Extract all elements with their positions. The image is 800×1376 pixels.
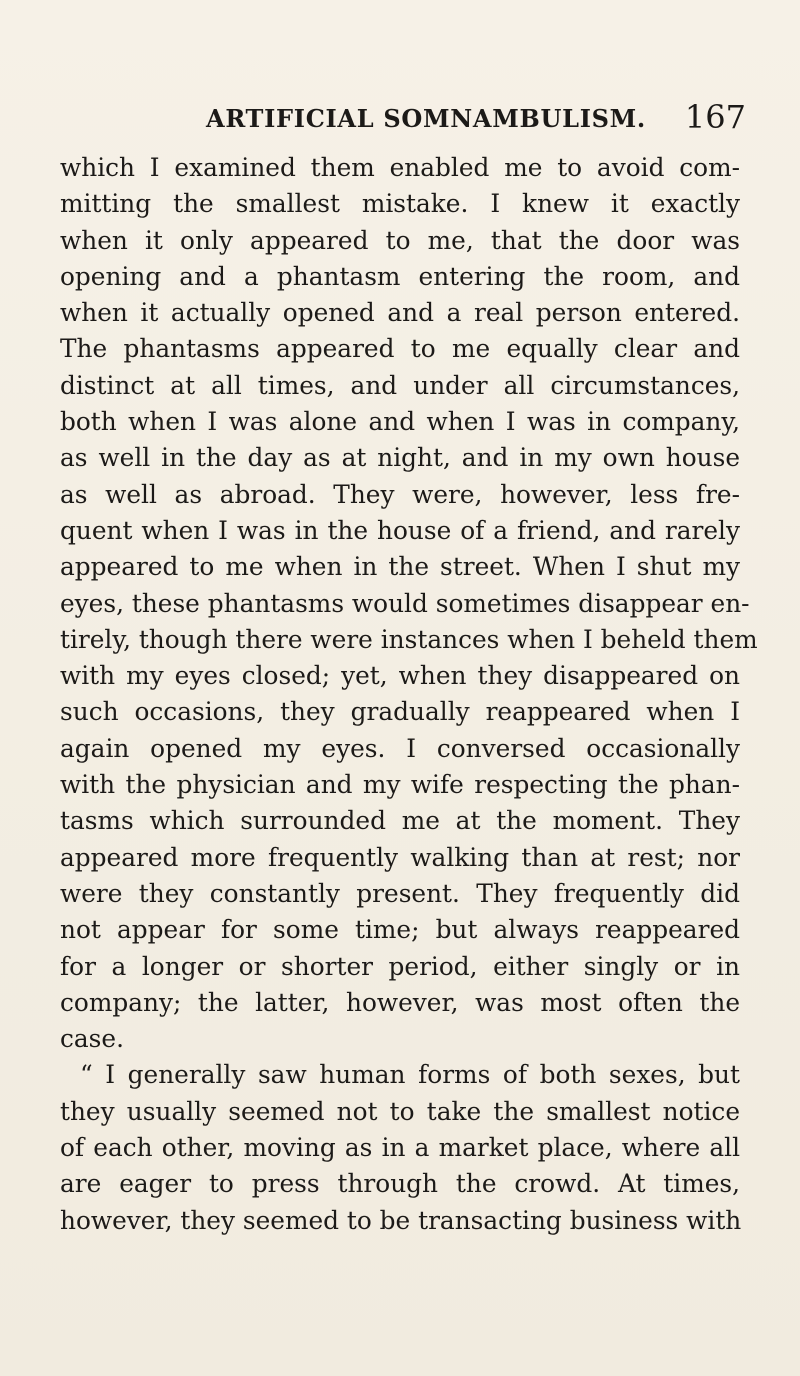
text-line: for a longer or shorter period, either singly or in	[60, 951, 740, 981]
text-line: not appear for some time; but always reappeared	[60, 915, 740, 945]
text-line: “ I generally saw human forms of both sexes, but	[80, 1060, 740, 1090]
text-line: distinct at all times, and under all circumstances,	[60, 370, 740, 400]
text-line: appeared to me when in the street. When I shut my	[60, 552, 740, 582]
running-title: ARTIFICIAL SOMNAMBULISM.	[206, 104, 646, 133]
text-line: tirely, though there were instances when I beheld them	[60, 624, 758, 654]
text-line: The phantasms appeared to me equally clear and	[60, 334, 740, 364]
text-line: again opened my eyes. I conversed occasionally	[60, 733, 740, 763]
running-head	[206, 98, 746, 144]
text-line: when it only appeared to me, that the door was	[60, 225, 740, 255]
text-line: eyes, these phantasms would sometimes disappear en-	[60, 588, 750, 618]
text-line: with my eyes closed; yet, when they disappeared on	[60, 661, 740, 691]
text-line: however, they seemed to be transacting business with	[60, 1205, 742, 1235]
text-line: when it actually opened and a real person entered.	[60, 298, 740, 328]
text-line: as well in the day as at night, and in my own house	[60, 443, 740, 473]
text-line: quent when I was in the house of a friend, and rarely	[60, 515, 740, 545]
text-line: they usually seemed not to take the smallest notice	[60, 1096, 740, 1126]
text-line: company; the latter, however, was most often the	[60, 987, 740, 1017]
text-line: with the physician and my wife respecting the phan-	[60, 770, 740, 800]
text-line: both when I was alone and when I was in company,	[60, 407, 740, 437]
text-line: tasms which surrounded me at the moment. They	[60, 806, 740, 836]
text-line: which I examined them enabled me to avoid com-	[60, 153, 740, 182]
text-line: as well as abroad. They were, however, less fre-	[60, 479, 740, 509]
text-line: opening and a phantasm entering the room, and	[60, 261, 740, 291]
text-line: appeared more frequently walking than at rest; nor	[60, 842, 740, 872]
page-number: 167	[684, 98, 746, 136]
text-line: are eager to press through the crowd. At times,	[60, 1169, 740, 1199]
text-line: such occasions, they gradually reappeared when I	[60, 697, 740, 727]
text-line: were they constantly present. They frequently did	[60, 878, 740, 908]
body-text	[60, 150, 758, 1239]
text-line: of each other, moving as in a market place, where all	[60, 1133, 740, 1163]
text-line: mitting the smallest mistake. I knew it exactly	[60, 189, 740, 219]
text-line: case.	[60, 1024, 124, 1054]
